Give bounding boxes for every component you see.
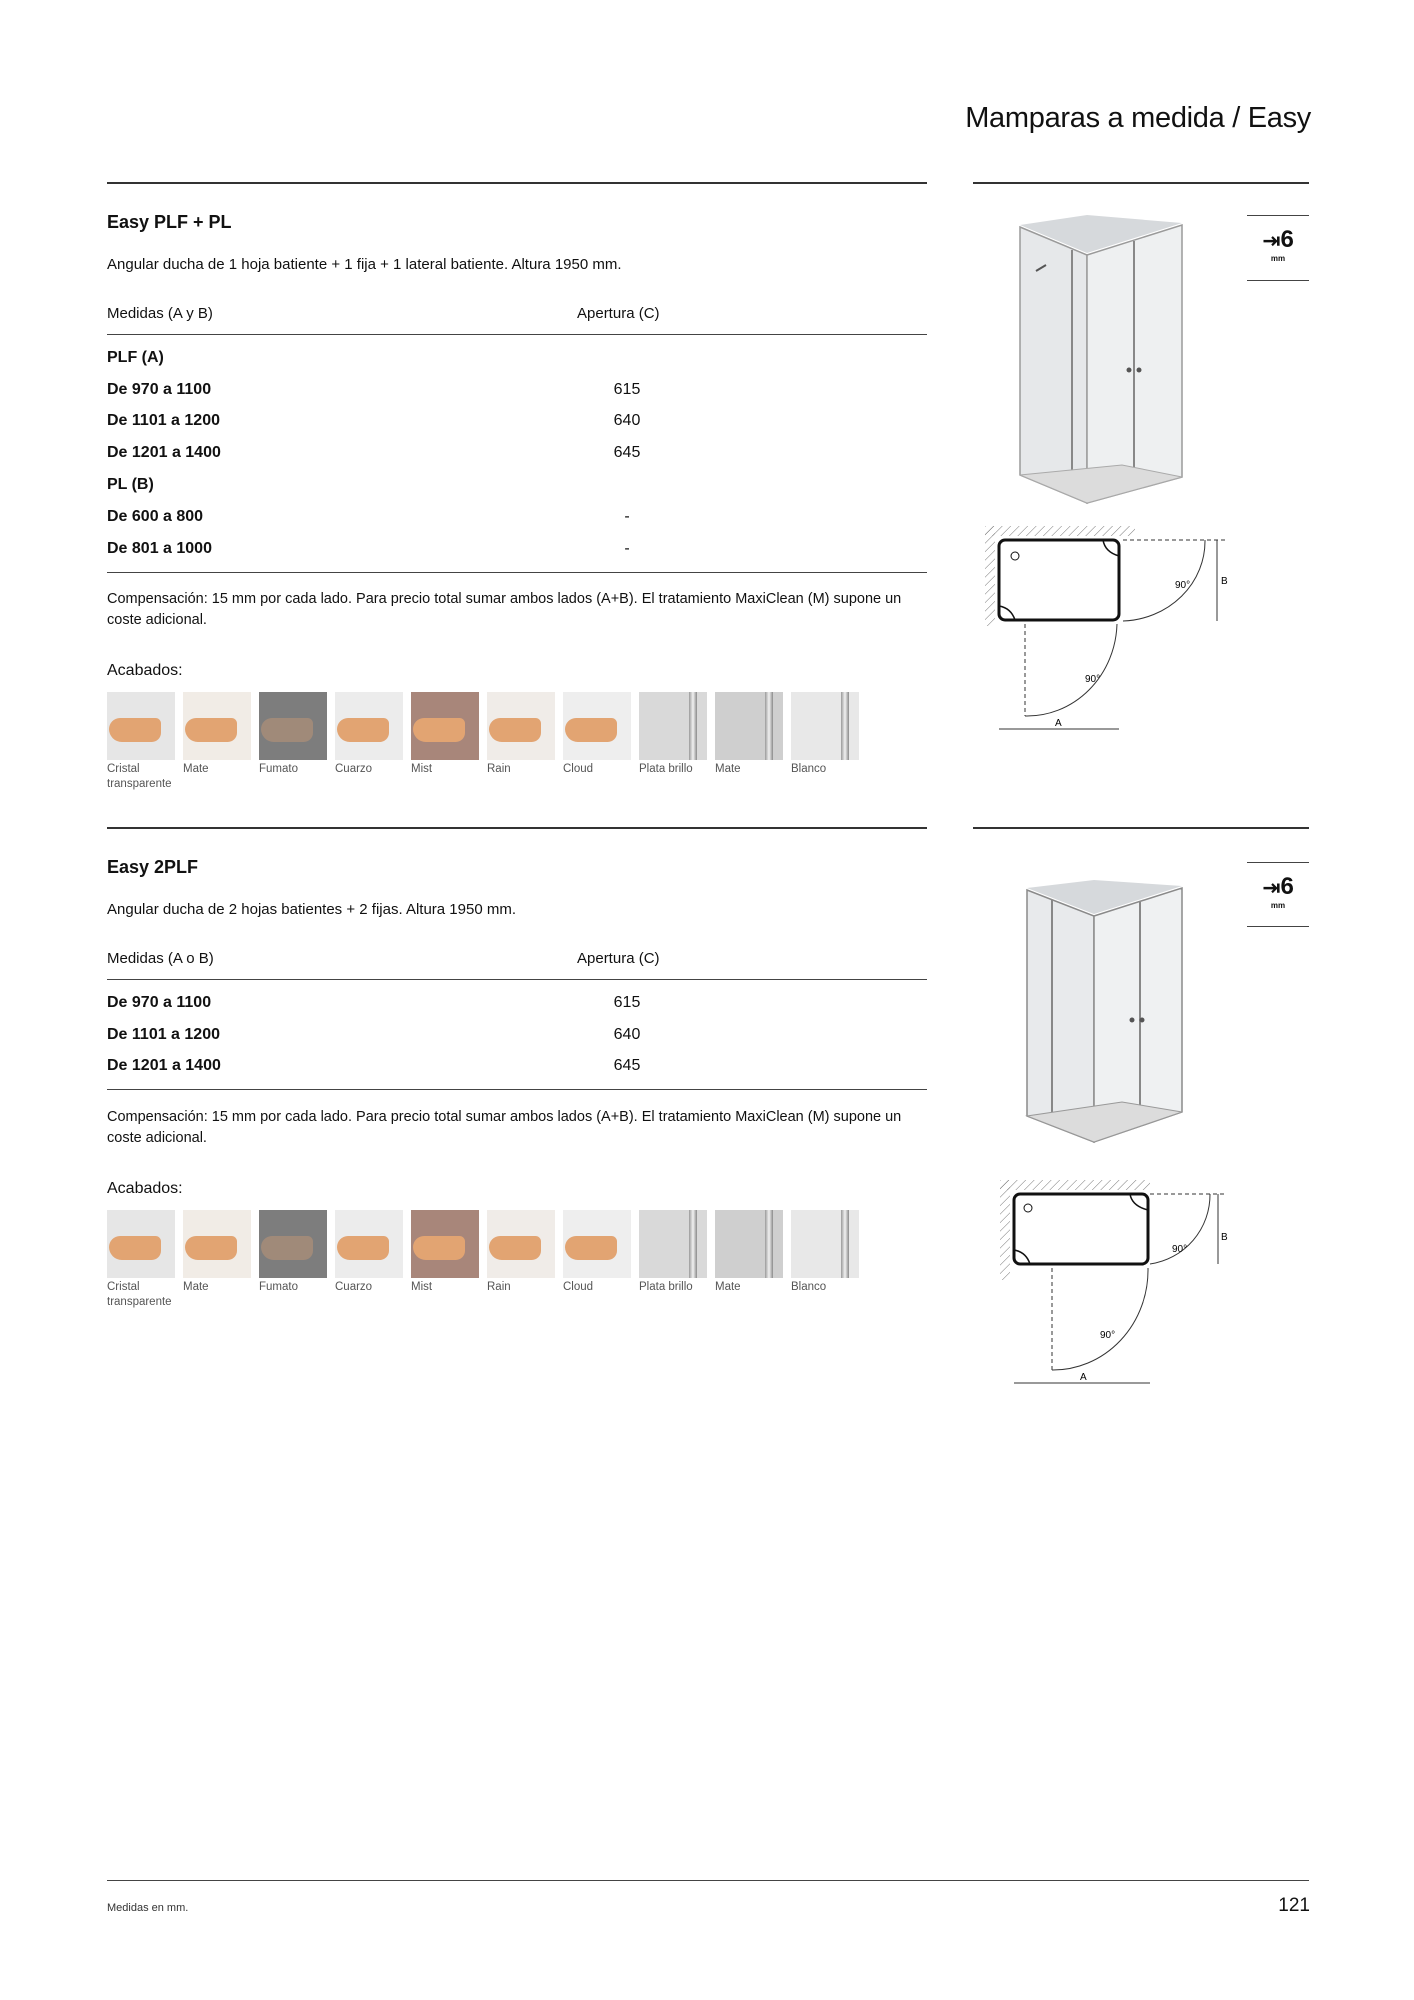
angle-side-label: 90°	[1175, 580, 1191, 591]
finishes-label: Acabados:	[107, 662, 183, 679]
profile-bar-icon	[841, 692, 849, 760]
finish-swatch-image	[183, 1210, 251, 1278]
finish-swatch-label	[791, 1280, 859, 1295]
finish-name: Mate	[183, 1281, 209, 1293]
hand-icon	[261, 1236, 313, 1260]
finish-swatch-image	[563, 1210, 631, 1278]
shower-photo-svg	[1012, 215, 1187, 505]
dimension-a-label: A	[1055, 718, 1062, 729]
table-row-label: De 970 a 1100	[107, 994, 212, 1011]
finish-swatch-image	[639, 1210, 707, 1278]
finish-swatch	[487, 1210, 555, 1310]
finish-name: Blanco	[791, 1281, 827, 1293]
finish-swatch-image	[259, 692, 327, 760]
footer-note: Medidas en mm.	[107, 1902, 189, 1914]
hand-icon	[109, 718, 161, 742]
table-row-value: 645	[613, 1057, 641, 1074]
finish-swatch-label	[563, 1280, 631, 1295]
finish-name: Cuarzo	[335, 1281, 373, 1293]
hand-icon	[185, 1236, 237, 1260]
floor-plan-diagram	[1000, 1180, 1230, 1390]
finish-swatch	[715, 1210, 783, 1310]
finish-name: Rain	[487, 763, 511, 775]
finish-swatch-image	[791, 1210, 859, 1278]
finish-name: Fumato	[259, 1281, 298, 1293]
col-header-opening: Apertura (C)	[577, 950, 660, 967]
table-row-value: -	[624, 508, 630, 525]
finish-name: Blanco	[791, 763, 827, 775]
dimension-b-label: B	[1221, 576, 1228, 587]
hand-icon	[489, 1236, 541, 1260]
finish-swatch-image	[715, 1210, 783, 1278]
page-title: Mamparas a medida / Easy	[965, 102, 1311, 134]
finish-name: Cuarzo	[335, 763, 373, 775]
finish-swatch-label	[107, 762, 175, 792]
section-2-image-divider	[973, 827, 1309, 829]
hand-icon	[413, 718, 465, 742]
finish-swatch-image	[563, 692, 631, 760]
finish-swatch	[107, 692, 175, 792]
finish-swatch-label	[791, 762, 859, 777]
table-bottom-rule	[107, 1089, 927, 1090]
profile-bar-icon	[765, 692, 773, 760]
shower-enclosure-photo	[1012, 215, 1187, 505]
finish-swatch-image	[715, 692, 783, 760]
finish-swatch-label	[411, 1280, 479, 1295]
group-label-pl: PL (B)	[107, 476, 154, 493]
finish-swatch-label	[259, 762, 327, 777]
page-number: 121	[1278, 1895, 1310, 1916]
badge-rule-top	[1247, 215, 1309, 216]
finish-swatch-label	[107, 1280, 175, 1310]
finish-name: Mate	[715, 763, 741, 775]
finish-swatch	[715, 692, 783, 792]
section-description: Angular ducha de 1 hoja batiente + 1 fija + 1 lateral batiente. Altura 1950 mm.	[107, 256, 622, 273]
finish-name: Mist	[411, 1281, 433, 1293]
footer-rule	[107, 1880, 1309, 1881]
badge-rule-bottom	[1247, 926, 1309, 927]
profile-bar-icon	[689, 1210, 697, 1278]
finish-name-line2: transparente	[107, 778, 172, 790]
finish-swatch-image	[183, 692, 251, 760]
hand-icon	[565, 1236, 617, 1260]
table-row-label: De 600 a 800	[107, 508, 204, 525]
finish-name: Cristal	[107, 763, 140, 775]
finish-swatch-image	[639, 692, 707, 760]
finish-swatch	[563, 692, 631, 792]
finish-swatch-image	[791, 692, 859, 760]
finish-swatch-label	[259, 1280, 327, 1295]
section-easy-2plf	[107, 827, 927, 1307]
section-title: Easy PLF + PL	[107, 212, 232, 232]
finish-swatch-image	[335, 692, 403, 760]
finish-swatch	[107, 1210, 175, 1310]
finish-swatch-image	[487, 1210, 555, 1278]
finish-swatch	[411, 692, 479, 792]
finish-name: Rain	[487, 1281, 511, 1293]
glass-thickness-badge	[1247, 875, 1309, 910]
finish-swatch	[259, 692, 327, 792]
table-row-label: De 1201 a 1400	[107, 444, 221, 461]
hand-icon	[489, 718, 541, 742]
table-bottom-rule	[107, 572, 927, 573]
angle-front-label: 90°	[1100, 1330, 1116, 1341]
finish-swatch	[183, 692, 251, 792]
finish-swatch	[639, 1210, 707, 1310]
badge-rule-top	[1247, 862, 1309, 863]
finish-swatch-image	[411, 692, 479, 760]
group-label-plf: PLF (A)	[107, 349, 164, 366]
finish-swatch-label	[715, 1280, 783, 1295]
table-row-value: 645	[613, 444, 641, 461]
floor-plan-svg	[985, 526, 1230, 736]
table-row-value: 615	[613, 381, 641, 398]
finish-swatch	[563, 1210, 631, 1310]
shower-photo-svg	[1022, 880, 1187, 1145]
profile-bar-icon	[689, 692, 697, 760]
finish-swatch-image	[259, 1210, 327, 1278]
finish-swatch-label	[487, 1280, 555, 1295]
table-row-label: De 1201 a 1400	[107, 1057, 221, 1074]
dimension-b-label: B	[1221, 1232, 1228, 1243]
table-row-value: 640	[613, 1026, 641, 1043]
badge-rule-bottom	[1247, 280, 1309, 281]
finish-swatch	[259, 1210, 327, 1310]
profile-bar-icon	[841, 1210, 849, 1278]
finish-name: Mate	[715, 1281, 741, 1293]
finish-swatch	[791, 692, 859, 792]
finish-swatch	[183, 1210, 251, 1310]
thickness-unit: mm	[1270, 901, 1286, 910]
floor-plan-svg	[1000, 1180, 1230, 1390]
finish-name: Mate	[183, 763, 209, 775]
table-header-rule	[107, 334, 927, 335]
table-row-label: De 1101 a 1200	[107, 1026, 220, 1043]
hand-icon	[185, 718, 237, 742]
finish-swatch-label	[715, 762, 783, 777]
table-row-value: 640	[613, 412, 641, 429]
section-description: Angular ducha de 2 hojas batientes + 2 fijas. Altura 1950 mm.	[107, 901, 517, 918]
finishes-label: Acabados:	[107, 1180, 183, 1197]
finish-swatch-label	[183, 1280, 251, 1295]
hand-icon	[413, 1236, 465, 1260]
angle-front-label: 90°	[1085, 674, 1101, 685]
table-header-rule	[107, 979, 927, 980]
finish-swatch-image	[107, 1210, 175, 1278]
finish-swatch	[639, 692, 707, 792]
hand-icon	[109, 1236, 161, 1260]
col-header-opening: Apertura (C)	[577, 305, 660, 322]
angle-side-label: 90°	[1172, 1244, 1188, 1255]
thickness-arrow-icon: ⇥	[1262, 875, 1281, 900]
finish-swatch-label	[639, 762, 707, 777]
finish-swatch	[335, 1210, 403, 1310]
finish-swatch-image	[487, 692, 555, 760]
table-row-label: De 1101 a 1200	[107, 412, 220, 429]
hand-icon	[337, 718, 389, 742]
finish-swatch-label	[639, 1280, 707, 1295]
dimension-a-label: A	[1080, 1372, 1087, 1383]
finish-name: Fumato	[259, 763, 298, 775]
finish-swatch-image	[107, 692, 175, 760]
section-title: Easy 2PLF	[107, 857, 199, 877]
thickness-arrow-icon: ⇥	[1262, 228, 1281, 253]
thickness-unit: mm	[1270, 254, 1286, 263]
finish-swatch	[411, 1210, 479, 1310]
finish-swatches	[107, 692, 859, 792]
finish-name: Plata brillo	[639, 1281, 693, 1293]
finish-swatch-label	[183, 762, 251, 777]
finish-swatch	[487, 692, 555, 792]
finish-name: Cristal	[107, 1281, 140, 1293]
finish-name: Cloud	[563, 763, 594, 775]
table-row-value: -	[624, 540, 630, 557]
finish-swatch	[791, 1210, 859, 1310]
table-row-value: 615	[613, 994, 641, 1011]
finish-name-line2: transparente	[107, 1296, 172, 1308]
col-header-measures: Medidas (A o B)	[107, 950, 214, 967]
hand-icon	[565, 718, 617, 742]
floor-plan-diagram	[985, 526, 1230, 736]
thickness-value: 6	[1280, 226, 1294, 253]
section-1-image-divider	[973, 182, 1309, 184]
table-row-label: De 970 a 1100	[107, 381, 212, 398]
table-row-label: De 801 a 1000	[107, 540, 212, 557]
finish-swatch-label	[487, 762, 555, 777]
finish-swatch-label	[411, 762, 479, 777]
finish-swatch-image	[335, 1210, 403, 1278]
finish-swatch-label	[335, 1280, 403, 1295]
finish-swatch-label	[335, 762, 403, 777]
compensation-note: Compensación: 15 mm por cada lado. Para precio total sumar ambos lados (A+B). El tratamiento MaxiClean (M) supone un coste adicional.	[107, 591, 902, 628]
finish-name: Plata brillo	[639, 763, 693, 775]
col-header-measures: Medidas (A y B)	[107, 305, 213, 322]
glass-thickness-badge	[1247, 228, 1309, 263]
profile-bar-icon	[765, 1210, 773, 1278]
compensation-note: Compensación: 15 mm por cada lado. Para precio total sumar ambos lados (A+B). El tratamiento MaxiClean (M) supone un coste adicional.	[107, 1109, 902, 1146]
finish-name: Mist	[411, 763, 433, 775]
finish-swatch-image	[411, 1210, 479, 1278]
hand-icon	[337, 1236, 389, 1260]
section-easy-plf-pl	[107, 182, 927, 802]
thickness-value: 6	[1280, 873, 1294, 900]
finish-name: Cloud	[563, 1281, 594, 1293]
finish-swatch-label	[563, 762, 631, 777]
finish-swatches	[107, 1210, 859, 1310]
finish-swatch	[335, 692, 403, 792]
shower-enclosure-photo	[1022, 880, 1187, 1145]
hand-icon	[261, 718, 313, 742]
